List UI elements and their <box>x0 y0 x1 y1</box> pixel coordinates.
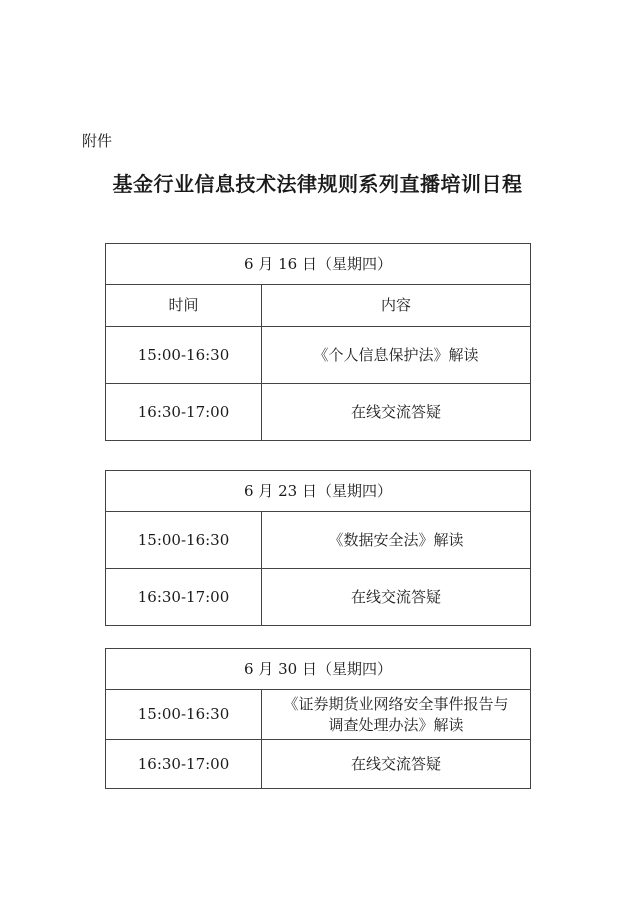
session-date: 6 月 16 日（星期四） <box>106 244 531 285</box>
session-time: 16:30-17:00 <box>106 740 262 789</box>
session-content-line: 调查处理办法》解读 <box>328 715 464 734</box>
schedule-table-day-2 <box>105 470 531 626</box>
session-content: 《个人信息保护法》解读 <box>262 327 531 384</box>
session-content: 在线交流答疑 <box>262 740 531 789</box>
session-content: 《数据安全法》解读 <box>262 512 531 569</box>
session-date: 6 月 30 日（星期四） <box>106 649 531 690</box>
table-row <box>106 244 531 285</box>
table-row <box>106 384 531 441</box>
table-row <box>106 471 531 512</box>
table-row <box>106 740 531 789</box>
session-time: 15:00-16:30 <box>106 690 262 740</box>
table-row <box>106 512 531 569</box>
table-row <box>106 690 531 740</box>
session-time: 16:30-17:00 <box>106 384 262 441</box>
schedule-table-day-1 <box>105 243 531 441</box>
table-row <box>106 649 531 690</box>
attachment-label: 附件 <box>82 132 113 150</box>
session-content: 在线交流答疑 <box>262 569 531 626</box>
session-content <box>262 690 531 740</box>
table-row <box>106 569 531 626</box>
session-content-line: 《证券期货业网络安全事件报告与 <box>283 694 509 713</box>
document-title: 基金行业信息技术法律规则系列直播培训日程 <box>112 172 523 196</box>
session-time: 15:00-16:30 <box>106 512 262 569</box>
table-row <box>106 327 531 384</box>
column-header-time: 时间 <box>106 285 262 327</box>
session-date: 6 月 23 日（星期四） <box>106 471 531 512</box>
schedule-table-day-3 <box>105 648 531 789</box>
session-time: 16:30-17:00 <box>106 569 262 626</box>
session-content: 在线交流答疑 <box>262 384 531 441</box>
session-time: 15:00-16:30 <box>106 327 262 384</box>
table-row <box>106 285 531 327</box>
column-header-content: 内容 <box>262 285 531 327</box>
